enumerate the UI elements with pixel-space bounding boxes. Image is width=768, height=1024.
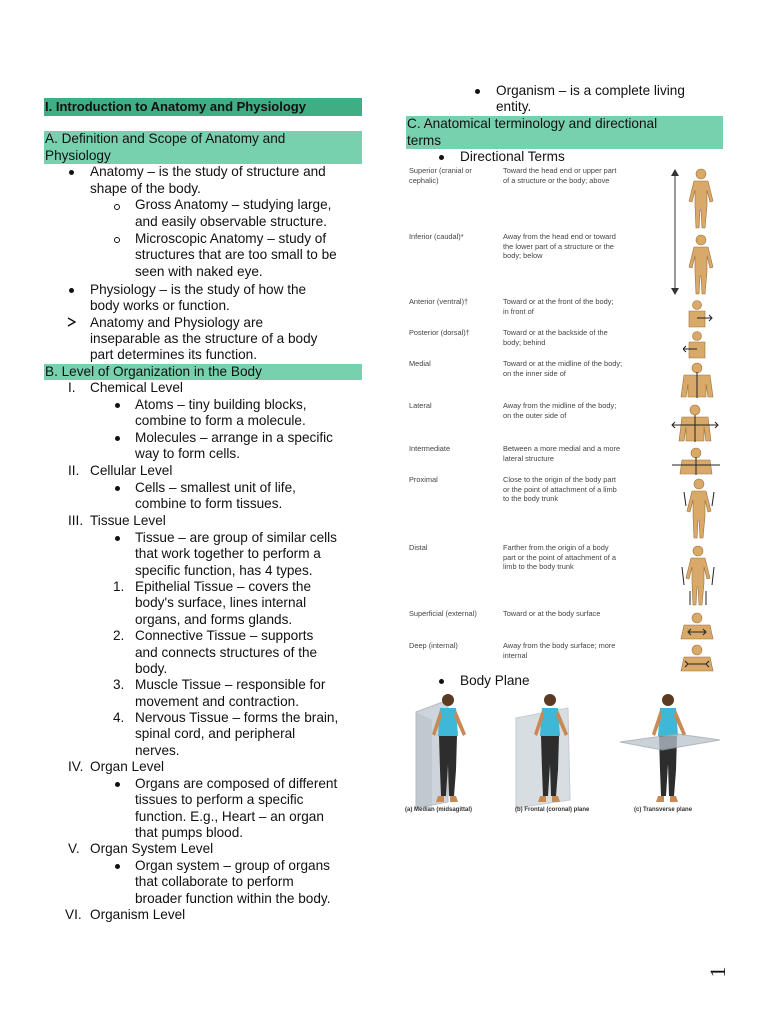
section-b-heading: B. Level of Organization in the Body: [44, 364, 362, 380]
micro-line2: structures that are too small to be: [135, 247, 337, 262]
anatomy-line2: shape of the body.: [90, 181, 201, 196]
term-label: [409, 359, 499, 369]
term-definition-line: Toward the head end or upper part: [503, 166, 617, 175]
term-label: [409, 444, 499, 454]
level-number: II.: [68, 463, 80, 478]
term-definition: [503, 328, 653, 347]
micro-line1: Microscopic Anatomy – study of: [135, 231, 327, 246]
torso-intermediate-icon: [672, 447, 720, 475]
physio-line1: Physiology – is the study of how the: [90, 282, 307, 297]
term-definition: [503, 609, 653, 619]
term-definition: [503, 641, 653, 660]
system-line3: broader function within the body.: [135, 891, 331, 906]
cellular-level: Cellular Level: [90, 463, 173, 478]
physio-line2: body works or function.: [90, 298, 230, 313]
term-definition: [503, 166, 653, 185]
term-label-line: Distal: [409, 543, 428, 552]
term-definition-line: Toward or at the body surface: [503, 609, 601, 618]
section-c-line1: C. Anatomical terminology and directional: [407, 116, 658, 131]
organ-line4: that pumps blood.: [135, 825, 244, 840]
term-definition-line: of a structure or the body; above: [503, 175, 610, 185]
term-label-line: Superior (cranial or: [409, 166, 472, 175]
term-label-line: Inferior (caudal)*: [409, 232, 464, 241]
page-number: 1: [705, 966, 730, 978]
term-definition-line: the lower part of a structure or the: [503, 241, 614, 251]
frontal-plane-figure: [512, 690, 584, 810]
term-label: [409, 328, 499, 338]
term-definition: [503, 359, 653, 378]
term-label-line: Posterior (dorsal)†: [409, 328, 470, 337]
plane-caption-transverse: (c) Transverse plane: [634, 807, 693, 813]
level-number: I.: [68, 380, 76, 395]
torso-lateral-icon: [670, 403, 720, 443]
term-definition-line: Away from the body surface; more: [503, 641, 616, 650]
term-definition-line: Farther from the origin of a body: [503, 543, 609, 552]
torso-posterior-icon: [683, 331, 713, 359]
bullet-icon: [115, 782, 120, 787]
term-definition-line: Between a more medial and a more: [503, 444, 621, 453]
body-figure-distal-icon: [678, 545, 718, 607]
organism-line1: Organism – is a complete living: [496, 83, 685, 98]
term-definition-line: limb to the body trunk: [503, 562, 574, 572]
term-definition-line: in front of: [503, 306, 534, 316]
term-definition: [503, 444, 653, 463]
epithelial-line2: body's surface, lines internal: [135, 595, 307, 610]
insep-line1: Anatomy and Physiology are: [90, 315, 264, 330]
directional-terms-heading: Directional Terms: [460, 149, 565, 164]
term-definition-line: Away from the midline of the body;: [503, 401, 617, 410]
term-definition-line: on the outer side of: [503, 410, 567, 420]
term-label: [409, 166, 499, 185]
circle-bullet-icon: [114, 204, 120, 210]
torso-deep-icon: [680, 644, 714, 672]
body-plane-heading: Body Plane: [460, 673, 530, 688]
bullet-icon: [115, 436, 120, 441]
micro-line3: seen with naked eye.: [135, 264, 263, 279]
bullet-icon: [115, 536, 120, 541]
tissue-line1: Tissue – are group of similar cells: [135, 530, 337, 545]
term-definition-line: Away from the head end or toward: [503, 232, 616, 241]
bullet-icon: [69, 170, 74, 175]
atoms-line1: Atoms – tiny building blocks,: [135, 397, 307, 412]
term-definition: [503, 297, 653, 316]
tissue-line3: specific function, has 4 types.: [135, 563, 313, 578]
list-number: 1.: [113, 579, 125, 594]
organ-level: Organ Level: [90, 759, 165, 774]
organism-line2: entity.: [496, 99, 532, 114]
term-definition-line: on the inner side of: [503, 368, 566, 378]
plane-caption-frontal: (b) Frontal (coronal) plane: [515, 807, 590, 813]
term-label-line: Anterior (ventral)†: [409, 297, 469, 306]
bullet-icon: [115, 403, 120, 408]
cells-line1: Cells – smallest unit of life,: [135, 480, 296, 495]
muscle-line2: movement and contraction.: [135, 694, 299, 709]
term-definition-line: body; behind: [503, 337, 546, 347]
insep-line2: inseparable as the structure of a body: [90, 331, 318, 346]
section-c-heading: [406, 116, 723, 149]
term-label-line: Lateral: [409, 401, 432, 410]
molecules-line2: way to form cells.: [135, 446, 240, 461]
nervous-line3: nerves.: [135, 743, 180, 758]
term-label: [409, 543, 499, 553]
gross-line1: Gross Anatomy – studying large,: [135, 197, 332, 212]
list-number: 2.: [113, 628, 125, 643]
term-label: [409, 609, 499, 619]
muscle-line1: Muscle Tissue – responsible for: [135, 677, 326, 692]
anatomy-line1: Anatomy – is the study of structure and: [90, 164, 326, 179]
term-definition-line: Toward or at the backside of the: [503, 328, 608, 337]
section-c-line2: terms: [407, 132, 441, 148]
term-definition-line: or the point of attachment of a limb: [503, 484, 617, 494]
term-definition: [503, 543, 653, 572]
arrow-bullet-icon: [67, 317, 77, 327]
term-definition: [503, 475, 653, 504]
molecules-line1: Molecules – arrange in a specific: [135, 430, 333, 445]
term-definition: [503, 232, 653, 261]
chemical-level: Chemical Level: [90, 380, 183, 395]
term-label: [409, 232, 499, 242]
term-label: [409, 475, 499, 485]
bullet-icon: [115, 864, 120, 869]
level-number: V.: [68, 841, 80, 856]
connective-line2: and connects structures of the: [135, 645, 318, 660]
level-number: III.: [68, 513, 84, 528]
organ-line2: tissues to perform a specific: [135, 792, 304, 807]
bullet-icon: [69, 288, 74, 293]
tissue-line2: that work together to perform a: [135, 546, 321, 561]
atoms-line2: combine to form a molecule.: [135, 413, 306, 428]
term-definition-line: Toward or at the front of the body;: [503, 297, 614, 306]
term-definition-line: Close to the origin of the body part: [503, 475, 616, 484]
term-label: [409, 297, 499, 307]
organ-system-level: Organ System Level: [90, 841, 214, 856]
gross-line2: and easily observable structure.: [135, 214, 327, 229]
term-definition-line: Toward or at the midline of the body;: [503, 359, 623, 368]
cells-line2: combine to form tissues.: [135, 496, 283, 511]
organism-level: Organism Level: [90, 907, 186, 922]
circle-bullet-icon: [114, 237, 120, 243]
bullet-icon: [475, 89, 480, 94]
list-number: 4.: [113, 710, 125, 725]
term-label-line: Superficial (external): [409, 609, 477, 618]
plane-caption-median: (a) Median (midsagittal): [405, 807, 473, 813]
organ-line1: Organs are composed of different: [135, 776, 338, 791]
tissue-level: Tissue Level: [90, 513, 166, 528]
term-definition-line: lateral structure: [503, 453, 554, 463]
torso-anterior-icon: [683, 300, 713, 328]
connective-line3: body.: [135, 661, 168, 676]
connective-line1: Connective Tissue – supports: [135, 628, 314, 643]
term-label-line: Proximal: [409, 475, 438, 484]
organ-line3: function. E.g., Heart – an organ: [135, 809, 324, 824]
system-line2: that collaborate to perform: [135, 874, 294, 889]
term-definition-line: to the body trunk: [503, 494, 559, 504]
term-label-line: Intermediate: [409, 444, 451, 453]
term-label-line: Medial: [409, 359, 431, 368]
term-label-line: Deep (internal): [409, 641, 458, 650]
epithelial-line1: Epithelial Tissue – covers the: [135, 579, 312, 594]
term-definition-line: part or the point of attachment of a: [503, 552, 616, 562]
system-line1: Organ system – group of organs: [135, 858, 330, 873]
section-a-heading-line1: A. Definition and Scope of Anatomy and: [45, 131, 286, 146]
term-definition-line: body; below: [503, 251, 543, 261]
level-number: VI.: [65, 907, 82, 922]
section-title: I. Introduction to Anatomy and Physiology: [44, 98, 362, 116]
term-label-line: cephalic): [409, 175, 439, 185]
body-figure-proximal-icon: [681, 478, 717, 540]
body-figure-superior-icon: [683, 168, 719, 230]
bullet-icon: [115, 486, 120, 491]
section-a-heading: [44, 131, 362, 164]
bullet-icon: [439, 155, 444, 160]
term-label: [409, 641, 499, 651]
torso-medial-icon: [676, 362, 718, 398]
term-definition-line: internal: [503, 650, 528, 660]
epithelial-line3: organs, and forms glands.: [135, 612, 293, 627]
bullet-icon: [439, 679, 444, 684]
body-figure-inferior-icon: [683, 234, 719, 296]
list-number: 3.: [113, 677, 125, 692]
transverse-plane-figure: [618, 690, 722, 810]
term-definition: [503, 401, 653, 420]
insep-line3: part determines its function.: [90, 347, 257, 362]
term-label: [409, 401, 499, 411]
vertical-arrow-icon: [668, 168, 682, 296]
nervous-line1: Nervous Tissue – forms the brain,: [135, 710, 339, 725]
level-number: IV.: [68, 759, 84, 774]
section-a-heading-line2: Physiology: [45, 147, 111, 163]
torso-superficial-icon: [680, 612, 714, 640]
nervous-line2: spinal cord, and peripheral: [135, 726, 296, 741]
median-plane-figure: [410, 690, 480, 810]
